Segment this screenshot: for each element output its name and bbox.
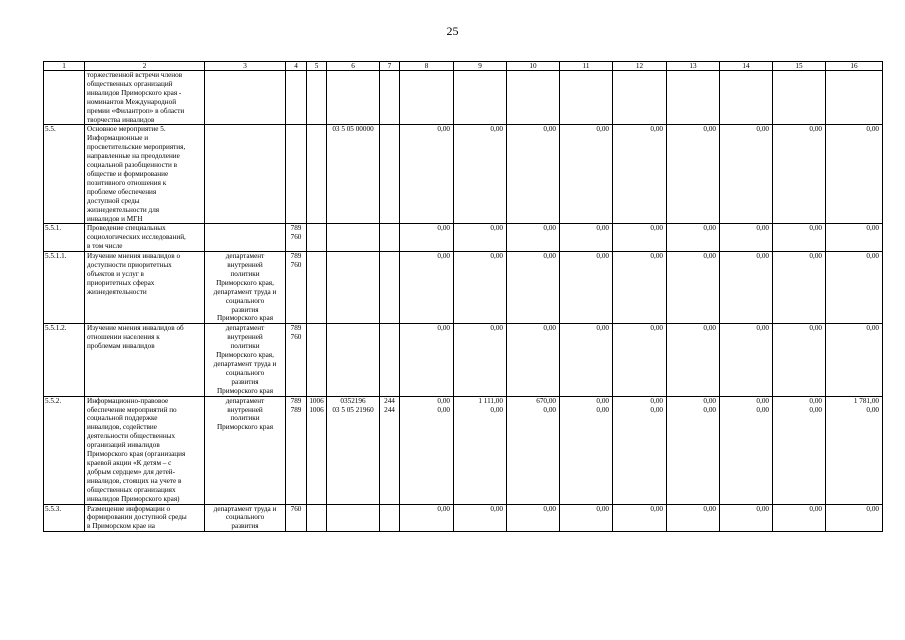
- amount-cell: 0,00: [720, 504, 773, 532]
- amount-cell: 0,00 0,00: [560, 396, 613, 504]
- amount-cell: 0,00 0,00: [400, 396, 454, 504]
- target-article-cell: 03 5 05 00000: [327, 125, 380, 224]
- target-article-cell: [327, 71, 380, 125]
- amount-cell: 0,00 0,00: [613, 396, 667, 504]
- table-row: [44, 396, 883, 504]
- amount-cell: 0,00: [454, 324, 507, 396]
- section-code-cell: [307, 71, 327, 125]
- section-code-cell: [307, 504, 327, 532]
- amount-cell: 670,00 0,00: [507, 396, 560, 504]
- executor-cell: департамент внутренней политики Приморского края, департамент труда и социального развития Приморского края: [205, 252, 286, 324]
- header-cell: 9: [454, 62, 507, 71]
- amount-cell: 0,00: [507, 252, 560, 324]
- header-cell: 13: [667, 62, 720, 71]
- expense-type-cell: 244 244: [380, 396, 400, 504]
- table-row: [44, 324, 883, 396]
- expense-type-cell: [380, 71, 400, 125]
- table-row: [44, 252, 883, 324]
- amount-cell: 0,00: [773, 252, 826, 324]
- amount-cell: 0,00: [507, 504, 560, 532]
- header-cell: 11: [560, 62, 613, 71]
- amount-cell: 1 111,00 0,00: [454, 396, 507, 504]
- expense-type-cell: [380, 224, 400, 252]
- section-code-cell: [307, 125, 327, 224]
- amount-cell: 0,00: [613, 504, 667, 532]
- expense-type-cell: [380, 125, 400, 224]
- header-cell: 2: [85, 62, 205, 71]
- amount-cell: 0,00: [507, 324, 560, 396]
- amount-cell: 0,00: [720, 125, 773, 224]
- amount-cell: [667, 71, 720, 125]
- amount-cell: [720, 71, 773, 125]
- header-cell: 5: [307, 62, 327, 71]
- amount-cell: 0,00: [667, 504, 720, 532]
- measure-name-cell: Размещение информации о формировании доступной среды в Приморском крае на: [85, 504, 205, 532]
- grbs-code-cell: 789 760: [286, 252, 307, 324]
- amount-cell: [507, 71, 560, 125]
- amount-cell: 0,00 0,00: [720, 396, 773, 504]
- row-number-cell: 5.5.2.: [44, 396, 85, 504]
- row-number-cell: 5.5.3.: [44, 504, 85, 532]
- measure-name-cell: Информационно-правовое обеспечение мероприятий по социальной поддержке инвалидов, содействие деятельности общественных организаций инвалидов Приморского края (организация краевой акции «К детям – с добрым сердцем» для детей- инвалидов, стоящих на учете в общественных организациях инвалидов Приморского края): [85, 396, 205, 504]
- measure-name-cell: торжественной встречи членов общественных организаций инвалидов Приморского края - номинантов Международной премии «Филантроп» в области творчества инвалидов: [85, 71, 205, 125]
- amount-cell: 0,00: [400, 125, 454, 224]
- grbs-code-cell: 760: [286, 504, 307, 532]
- measure-name-cell: Основное мероприятие 5. Информационные и просветительские мероприятия, направленные на преодоление социальной разобщенности в обществе и формирование позитивного отношения к проблеме обеспечения доступной среды жизнедеятельности для инвалидов и МГН: [85, 125, 205, 224]
- executor-cell: департамент труда и социального развития: [205, 504, 286, 532]
- header-cell: 6: [327, 62, 380, 71]
- page-number: 25: [446, 24, 459, 38]
- amount-cell: 1 781,00 0,00: [826, 396, 883, 504]
- amount-cell: [613, 71, 667, 125]
- amount-cell: 0,00: [400, 324, 454, 396]
- row-number-cell: 5.5.1.2.: [44, 324, 85, 396]
- executor-cell: [205, 71, 286, 125]
- target-article-cell: [327, 224, 380, 252]
- amount-cell: 0,00: [400, 504, 454, 532]
- amount-cell: 0,00: [773, 125, 826, 224]
- amount-cell: [773, 71, 826, 125]
- amount-cell: 0,00: [826, 504, 883, 532]
- grbs-code-cell: [286, 71, 307, 125]
- header-cell: 16: [826, 62, 883, 71]
- target-article-cell: [327, 252, 380, 324]
- amount-cell: [826, 71, 883, 125]
- amount-cell: 0,00: [773, 504, 826, 532]
- column-number-header: [44, 62, 883, 71]
- header-cell: 8: [400, 62, 454, 71]
- budget-table: [43, 61, 883, 532]
- amount-cell: 0,00: [454, 224, 507, 252]
- table-row: [44, 224, 883, 252]
- amount-cell: 0,00: [720, 252, 773, 324]
- header-cell: 14: [720, 62, 773, 71]
- header-cell: 12: [613, 62, 667, 71]
- table-row: [44, 504, 883, 532]
- amount-cell: 0,00: [560, 125, 613, 224]
- executor-cell: департамент внутренней политики Приморского края, департамент труда и социального развития Приморского края: [205, 324, 286, 396]
- amount-cell: 0,00: [507, 125, 560, 224]
- row-number-cell: 5.5.: [44, 125, 85, 224]
- grbs-code-cell: [286, 125, 307, 224]
- amount-cell: 0,00: [560, 324, 613, 396]
- amount-cell: 0,00: [667, 224, 720, 252]
- row-number-cell: 5.5.1.: [44, 224, 85, 252]
- measure-name-cell: Проведение специальных социологических исследований, в том числе: [85, 224, 205, 252]
- expense-type-cell: [380, 504, 400, 532]
- amount-cell: 0,00: [826, 324, 883, 396]
- target-article-cell: 0352196 03 5 05 21960: [327, 396, 380, 504]
- amount-cell: 0,00: [454, 504, 507, 532]
- measure-name-cell: Изучение мнения инвалидов об отношении населения к проблемам инвалидов: [85, 324, 205, 396]
- target-article-cell: [327, 324, 380, 396]
- amount-cell: 0,00: [454, 252, 507, 324]
- amount-cell: 0,00 0,00: [773, 396, 826, 504]
- amount-cell: 0,00: [400, 252, 454, 324]
- amount-cell: 0,00: [613, 324, 667, 396]
- amount-cell: 0,00: [773, 224, 826, 252]
- header-cell: 7: [380, 62, 400, 71]
- amount-cell: 0,00 0,00: [667, 396, 720, 504]
- amount-cell: 0,00: [454, 125, 507, 224]
- target-article-cell: [327, 504, 380, 532]
- amount-cell: 0,00: [613, 252, 667, 324]
- amount-cell: 0,00: [507, 224, 560, 252]
- executor-cell: [205, 224, 286, 252]
- amount-cell: 0,00: [560, 252, 613, 324]
- amount-cell: 0,00: [720, 224, 773, 252]
- amount-cell: 0,00: [667, 252, 720, 324]
- grbs-code-cell: 789 760: [286, 324, 307, 396]
- amount-cell: 0,00: [613, 125, 667, 224]
- section-code-cell: [307, 324, 327, 396]
- amount-cell: 0,00: [400, 224, 454, 252]
- header-cell: 3: [205, 62, 286, 71]
- amount-cell: 0,00: [560, 224, 613, 252]
- header-cell: 15: [773, 62, 826, 71]
- header-cell: 1: [44, 62, 85, 71]
- amount-cell: 0,00: [826, 224, 883, 252]
- row-number-cell: 5.5.1.1.: [44, 252, 85, 324]
- expense-type-cell: [380, 252, 400, 324]
- amount-cell: [560, 71, 613, 125]
- executor-cell: департамент внутренней политики Приморского края: [205, 396, 286, 504]
- amount-cell: [454, 71, 507, 125]
- header-cell: 4: [286, 62, 307, 71]
- table-row: [44, 71, 883, 125]
- amount-cell: 0,00: [773, 324, 826, 396]
- section-code-cell: 1006 1006: [307, 396, 327, 504]
- amount-cell: 0,00: [560, 504, 613, 532]
- header-cell: 10: [507, 62, 560, 71]
- row-number-cell: [44, 71, 85, 125]
- table-row: [44, 125, 883, 224]
- amount-cell: 0,00: [826, 252, 883, 324]
- amount-cell: 0,00: [613, 224, 667, 252]
- amount-cell: 0,00: [667, 125, 720, 224]
- expense-type-cell: [380, 324, 400, 396]
- amount-cell: 0,00: [826, 125, 883, 224]
- grbs-code-cell: 789 760: [286, 224, 307, 252]
- amount-cell: [400, 71, 454, 125]
- measure-name-cell: Изучение мнения инвалидов о доступности приоритетных объектов и услуг в приоритетных сферах жизнедеятельности: [85, 252, 205, 324]
- amount-cell: 0,00: [667, 324, 720, 396]
- section-code-cell: [307, 252, 327, 324]
- section-code-cell: [307, 224, 327, 252]
- grbs-code-cell: 789 789: [286, 396, 307, 504]
- amount-cell: 0,00: [720, 324, 773, 396]
- executor-cell: [205, 125, 286, 224]
